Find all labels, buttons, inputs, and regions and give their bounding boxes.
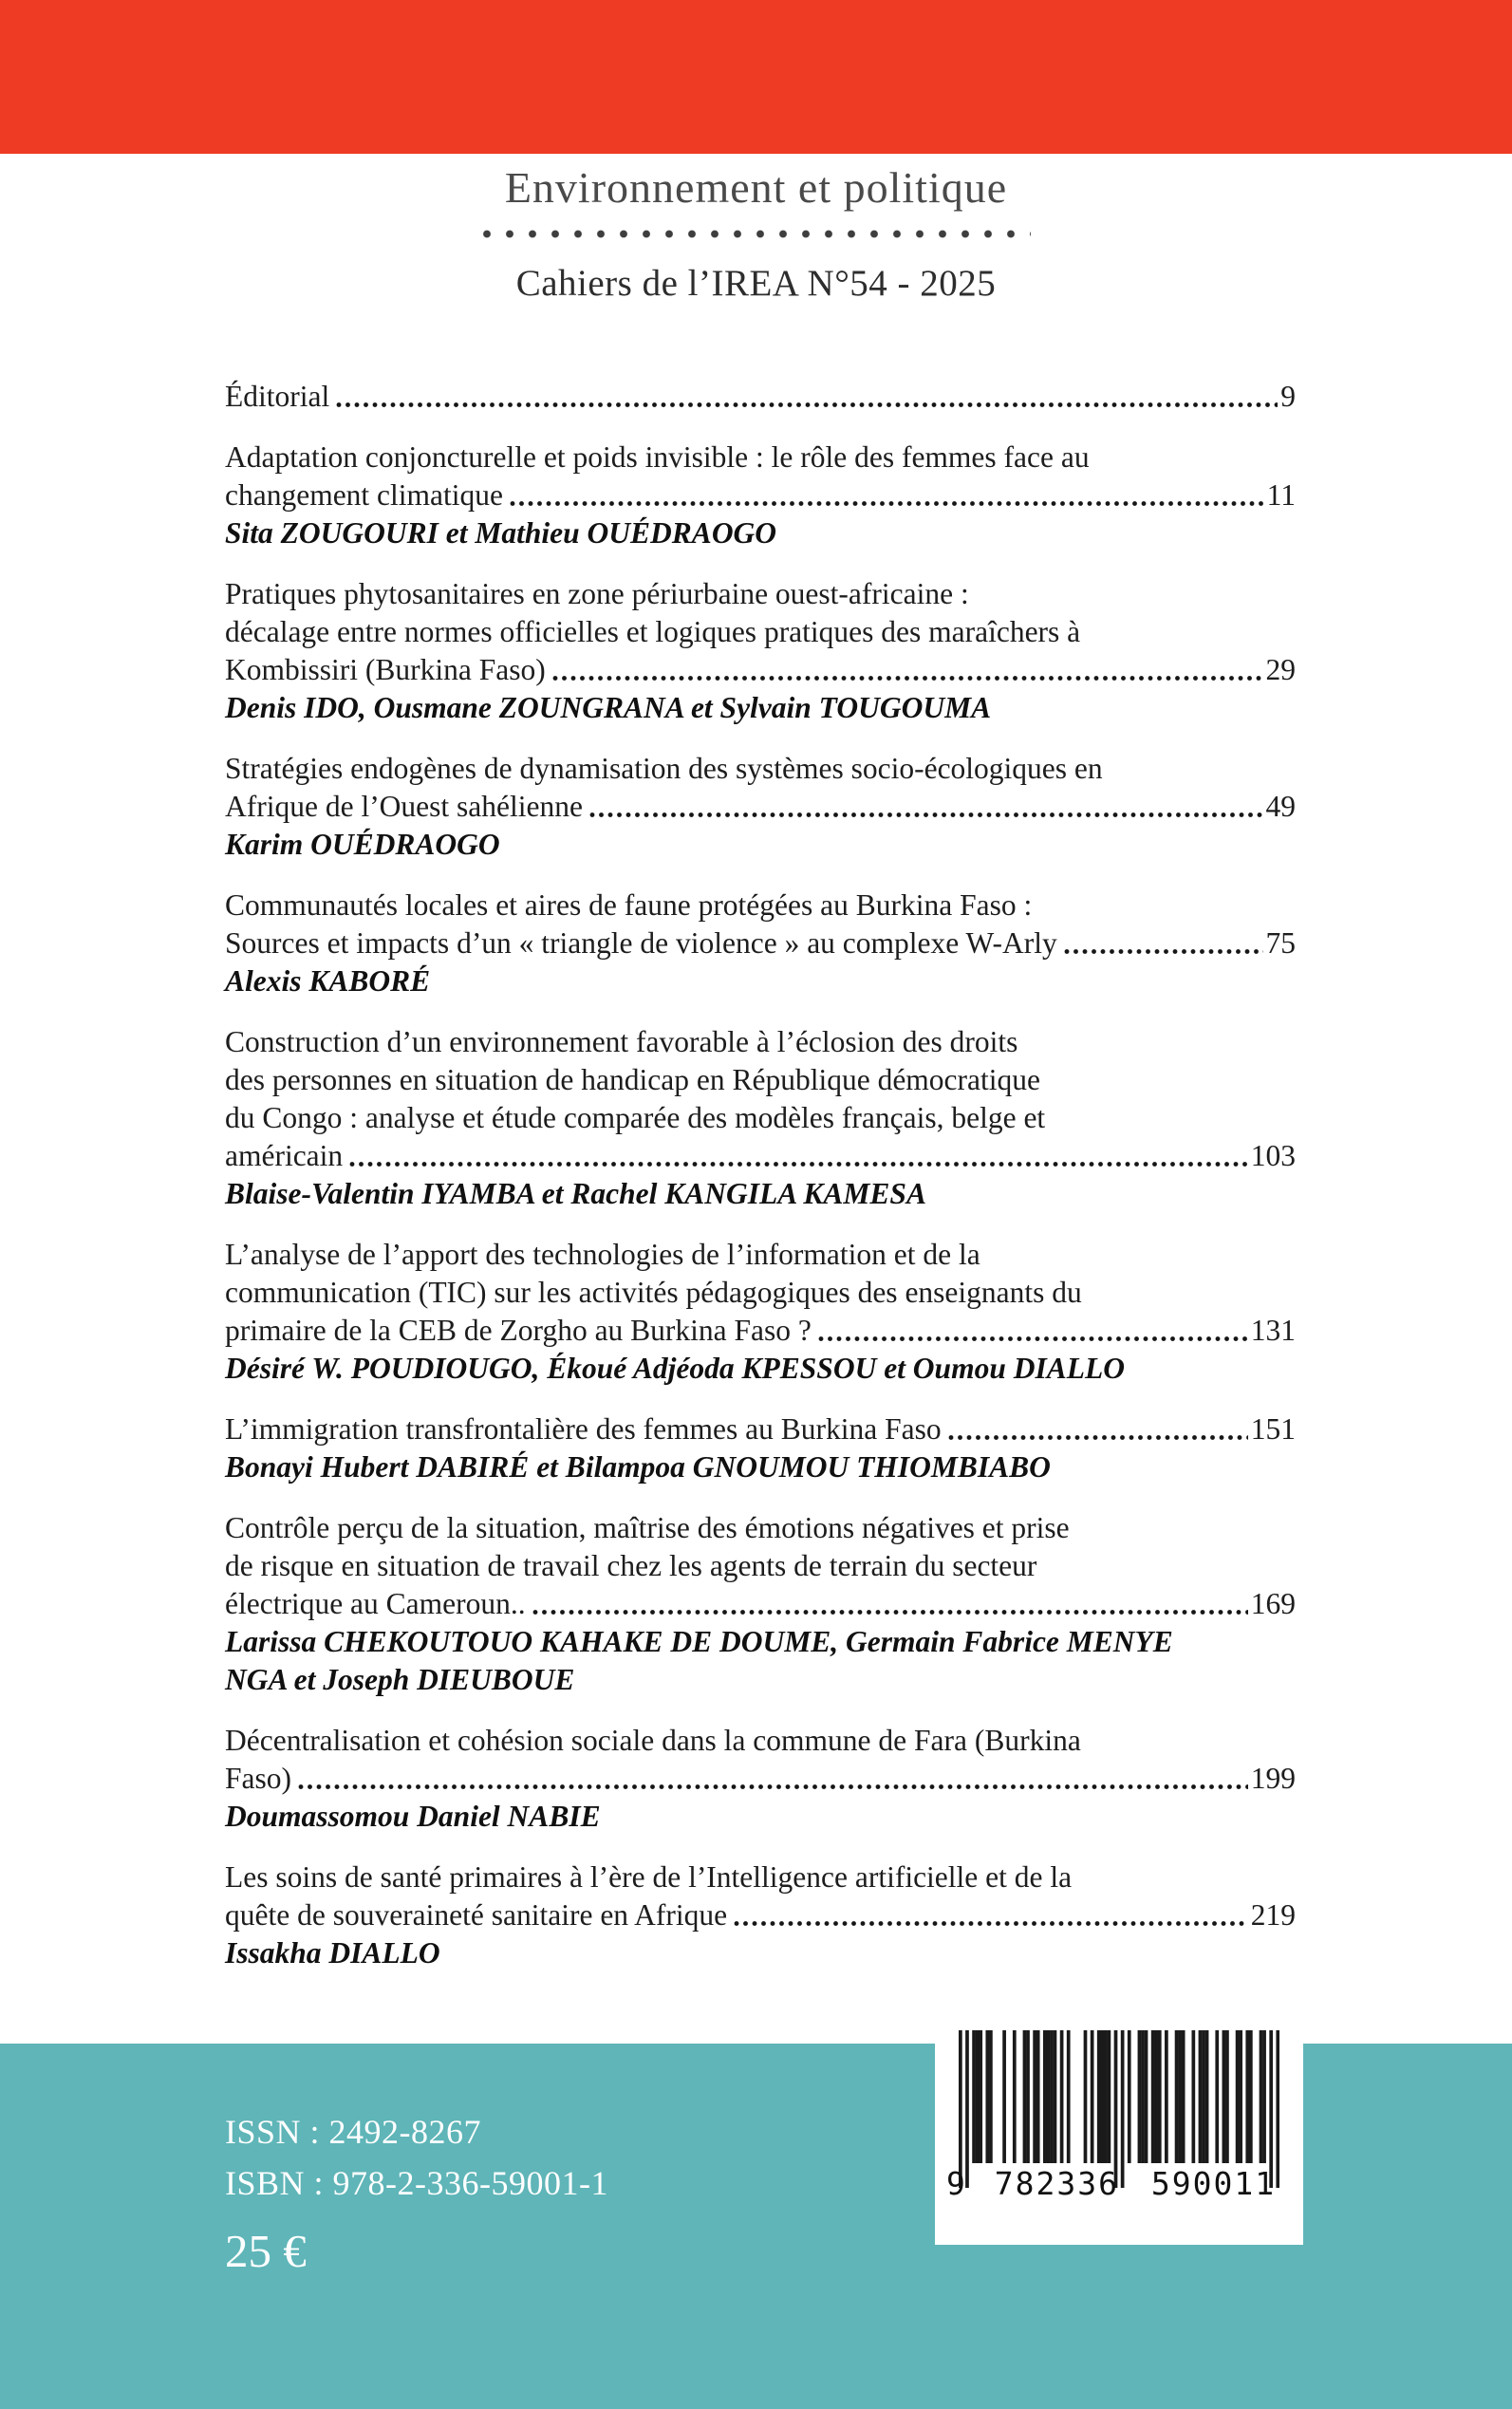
toc-entry-title-line: Construction d’un environnement favorable à l’éclosion des droits xyxy=(225,1025,1018,1058)
barcode-digit-group1: 782336 xyxy=(994,2165,1120,2202)
toc-entry xyxy=(225,1023,1296,1213)
toc-entry-title-text: Éditorial xyxy=(225,380,330,413)
toc-entry-title-line xyxy=(225,788,1296,826)
toc-entry-authors: Sita ZOUGOURI et Mathieu OUÉDRAOGO xyxy=(225,516,777,550)
toc-entry-title-text: primaire de la CEB de Zorgho au Burkina Faso ? xyxy=(225,1314,812,1347)
toc-page-number: 219 xyxy=(1250,1898,1296,1932)
toc-entry-title-line: du Congo : analyse et étude comparée des modèles français, belge et xyxy=(225,1101,1046,1134)
toc-entry-title-text: Faso) xyxy=(225,1762,291,1795)
toc-entry-title-text: changement climatique xyxy=(225,478,504,512)
dot-leader xyxy=(734,1920,1248,1927)
toc-entry-title-line: de risque en situation de travail chez les agents de terrain du secteur xyxy=(225,1549,1037,1582)
dot-leader xyxy=(552,675,1263,682)
journal-title: Environnement et politique xyxy=(504,163,1008,212)
toc-page-number: 11 xyxy=(1266,478,1296,512)
barcode xyxy=(935,2019,1303,2245)
toc-entry-authors: Désiré W. POUDIOUGO, Ékoué Adjéoda KPESSOU et Oumou DIALLO xyxy=(225,1352,1125,1385)
toc-entry-title-line xyxy=(225,476,1296,514)
toc-entry-title-text: Sources et impacts d’un « triangle de violence » au complexe W-Arly xyxy=(225,926,1057,960)
toc-entry xyxy=(225,1236,1296,1388)
toc-entry-title-line: Décentralisation et cohésion sociale dans la commune de Fara (Burkina xyxy=(225,1724,1081,1757)
isbn-text: ISBN : 978-2-336-59001-1 xyxy=(225,2164,608,2202)
toc-entry-title-line: Contrôle perçu de la situation, maîtrise des émotions négatives et prise xyxy=(225,1511,1070,1544)
toc-entry-authors: Blaise-Valentin IYAMBA et Rachel KANGILA KAMESA xyxy=(225,1177,926,1210)
dot-leader xyxy=(532,1609,1248,1615)
toc-entry-title-line xyxy=(225,1585,1296,1623)
toc-entry-title-line xyxy=(225,1410,1296,1448)
toc-entry-title-line: Stratégies endogènes de dynamisation des systèmes socio-écologiques en xyxy=(225,752,1103,785)
toc-entry-title-text: américain xyxy=(225,1139,344,1172)
dotted-divider xyxy=(482,229,1031,239)
toc-entry-authors: Doumassomou Daniel NABIE xyxy=(225,1800,601,1833)
toc-entry-title-line xyxy=(225,378,1296,416)
dot-leader xyxy=(818,1335,1248,1342)
dot-leader xyxy=(336,402,1278,408)
dot-leader xyxy=(510,500,1264,507)
toc-entry-title-line: L’analyse de l’apport des technologies de l’information et de la xyxy=(225,1238,980,1271)
price-text: 25 € xyxy=(225,2225,307,2277)
issue-title: Cahiers de l’IREA N°54 - 2025 xyxy=(515,262,997,304)
toc-entry-title-line xyxy=(225,1312,1296,1350)
toc-entry-title-text: électrique au Cameroun.. xyxy=(225,1587,526,1620)
toc-page-number: 49 xyxy=(1265,790,1296,823)
toc-entry-title-text: L’immigration transfrontalière des femmes au Burkina Faso xyxy=(225,1412,942,1446)
toc-entry-authors: NGA et Joseph DIEUBOUE xyxy=(225,1663,575,1696)
bottom-color-band xyxy=(0,2044,1512,2409)
toc-entry-authors: Alexis KABORÉ xyxy=(225,964,431,998)
dot-leader xyxy=(298,1783,1248,1790)
dot-leader xyxy=(589,812,1263,818)
toc-page-number: 199 xyxy=(1250,1762,1296,1795)
barcode-digit-group2: 590011 xyxy=(1150,2165,1277,2202)
barcode-digit-first: 9 xyxy=(946,2165,965,2202)
toc-entry-title-line: décalage entre normes officielles et logiques pratiques des maraîchers à xyxy=(225,615,1081,648)
toc-page-number: 103 xyxy=(1250,1139,1296,1172)
toc-entry-title-line: Communautés locales et aires de faune protégées au Burkina Faso : xyxy=(225,888,1033,922)
dot-leader xyxy=(349,1161,1248,1167)
toc-entry xyxy=(225,1410,1296,1486)
toc-page-number: 169 xyxy=(1250,1587,1296,1620)
barcode-digits xyxy=(946,2165,1292,2202)
toc-entry-title-text: quête de souveraineté sanitaire en Afrique xyxy=(225,1898,728,1932)
toc-entry-authors: Karim OUÉDRAOGO xyxy=(225,828,500,861)
toc-entry-title-text: Kombissiri (Burkina Faso) xyxy=(225,653,546,686)
toc-entry-title-text: Afrique de l’Ouest sahélienne xyxy=(225,790,583,823)
toc-entry-authors: Larissa CHEKOUTOUO KAHAKE DE DOUME, Germain Fabrice MENYE xyxy=(225,1625,1173,1658)
toc-entry-authors: Denis IDO, Ousmane ZOUNGRANA et Sylvain TOUGOUMA xyxy=(225,691,992,724)
toc-page-number: 9 xyxy=(1280,380,1296,413)
toc-page-number: 151 xyxy=(1250,1412,1296,1446)
toc-entry-authors: Bonayi Hubert DABIRÉ et Bilampoa GNOUMOU THIOMBIABO xyxy=(225,1450,1051,1484)
issn-text: ISSN : 2492-8267 xyxy=(225,2113,482,2151)
toc-page-number: 29 xyxy=(1265,653,1296,686)
toc-entry xyxy=(225,575,1296,727)
publication-info xyxy=(225,2106,608,2278)
toc-entry-title-line xyxy=(225,651,1296,689)
toc-entry xyxy=(225,887,1296,1000)
toc-entry-title-line: Pratiques phytosanitaires en zone périurbaine ouest-africaine : xyxy=(225,577,969,610)
toc-entry xyxy=(225,1858,1296,1972)
table-of-contents xyxy=(225,378,1296,1995)
toc-page-number: 131 xyxy=(1250,1314,1296,1347)
toc-entry xyxy=(225,750,1296,864)
toc-entry xyxy=(225,1722,1296,1836)
toc-entry-title-line xyxy=(225,1137,1296,1175)
toc-entry xyxy=(225,1509,1296,1699)
toc-entry xyxy=(225,378,1296,416)
toc-page-number: 75 xyxy=(1265,926,1296,960)
toc-entry-title-line xyxy=(225,1896,1296,1934)
dot-leader xyxy=(1064,948,1263,955)
toc-entry-title-line: Les soins de santé primaires à l’ère de l’Intelligence artificielle et de la xyxy=(225,1860,1073,1894)
toc-entry xyxy=(225,439,1296,552)
toc-entry-title-line: communication (TIC) sur les activités pédagogiques des enseignants du xyxy=(225,1276,1082,1309)
toc-entry-title-line: Adaptation conjoncturelle et poids invisible : le rôle des femmes face au xyxy=(225,440,1090,474)
toc-entry-title-line xyxy=(225,1760,1296,1798)
toc-entry-authors: Issakha DIALLO xyxy=(225,1936,440,1970)
cover-header xyxy=(0,163,1512,305)
toc-entry-title-line: des personnes en situation de handicap en République démocratique xyxy=(225,1063,1040,1096)
dot-leader xyxy=(948,1434,1248,1441)
toc-entry-title-line xyxy=(225,924,1296,962)
top-color-band xyxy=(0,0,1512,154)
